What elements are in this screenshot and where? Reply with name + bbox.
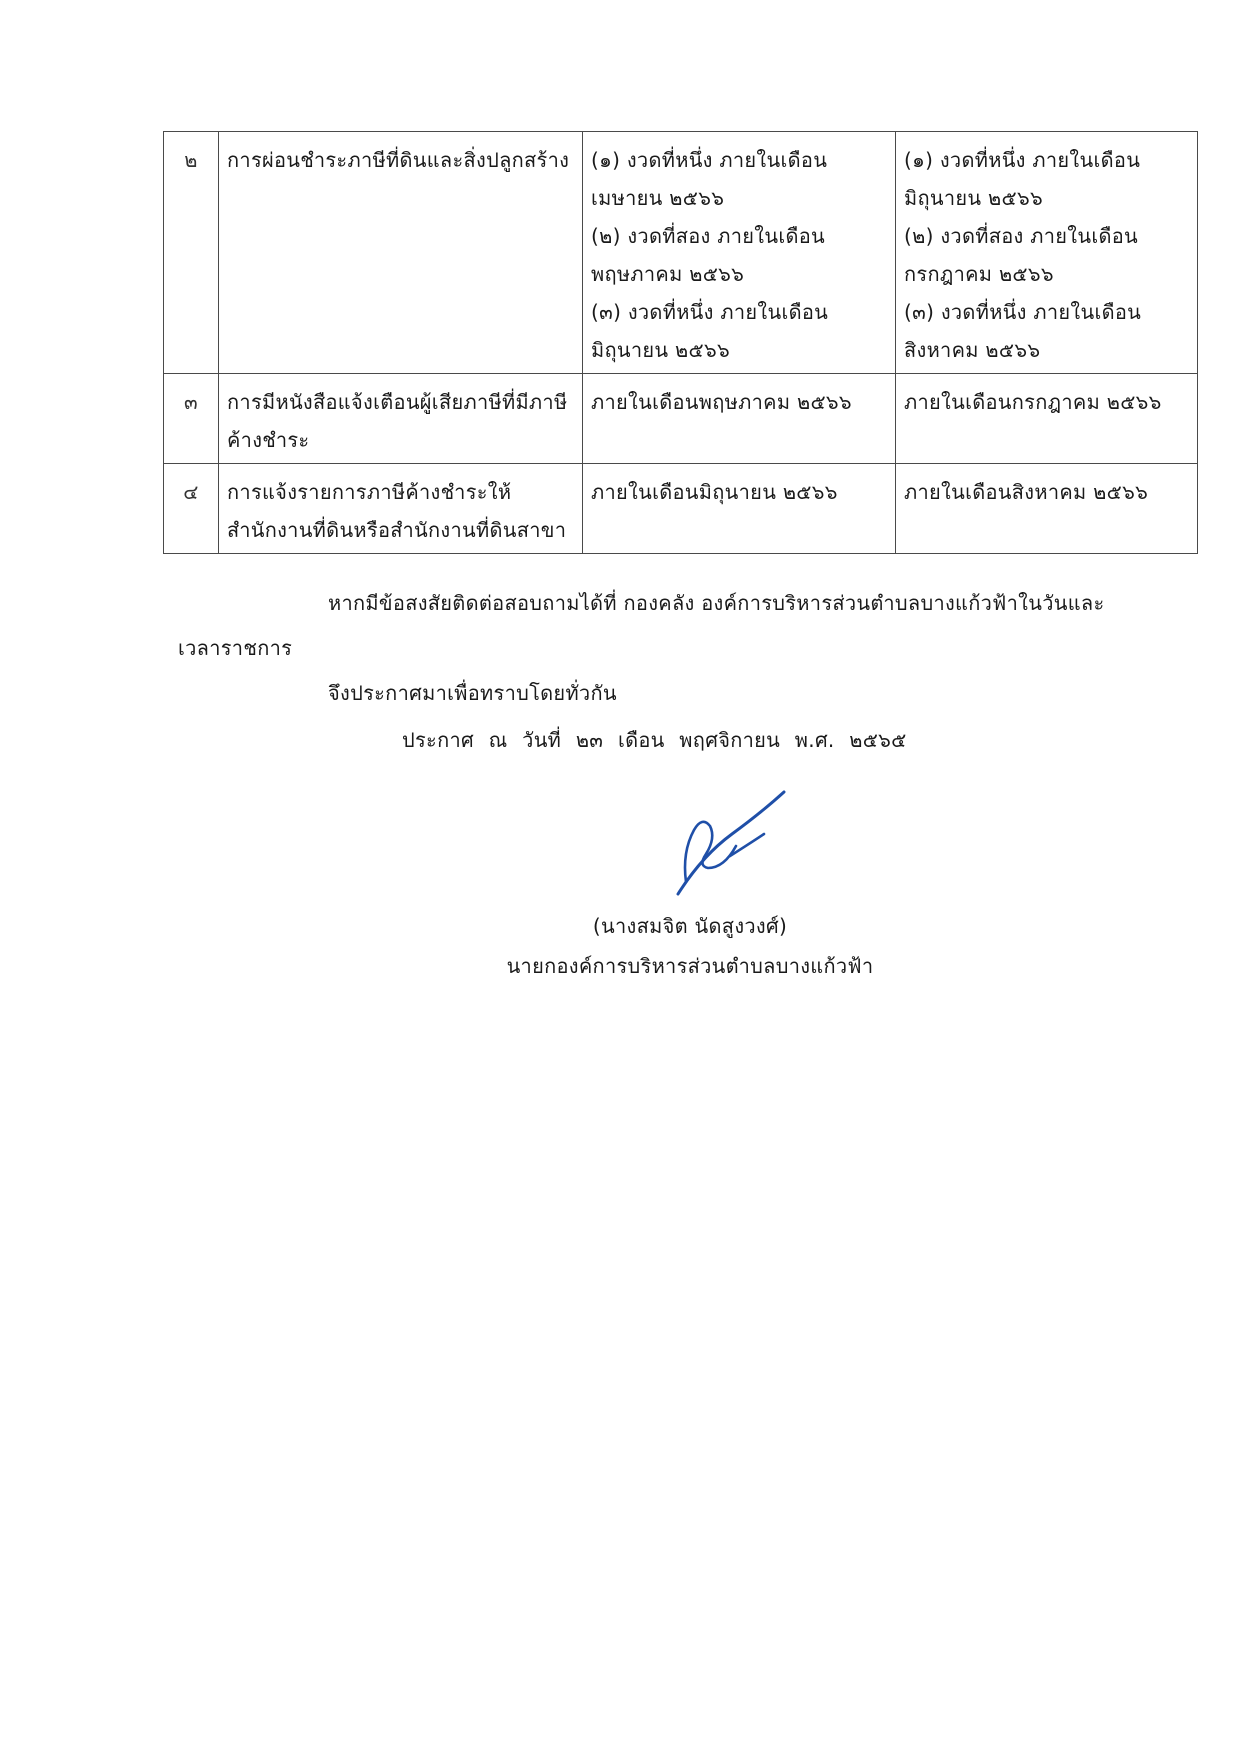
schedule-original: (๑) งวดที่หนึ่ง ภายในเดือน เมษายน ๒๕๖๖ (๒) งวดที่สอง ภายในเดือน พฤษภาคม ๒๕๖๖ (๓) งวดที่หนึ่ง ภายในเดือน มิถุนายน ๒๕๖๖ [583,132,896,374]
schedule-original: ภายในเดือนพฤษภาคม ๒๕๖๖ [583,374,896,464]
contact-paragraph: หากมีข้อสงสัยติดต่อสอบถามได้ที่ กองคลัง องค์การบริหารส่วนตำบลบางแก้วฟ้าในวันและ [328,591,1105,615]
row-number: ๔ [164,464,219,554]
closing-statement: จึงประกาศมาเพื่อทราบโดยทั่วกัน [328,681,617,705]
schedule-original: ภายในเดือนมิถุนายน ๒๕๖๖ [583,464,896,554]
tax-schedule-table [163,131,1198,554]
item-description: การผ่อนชำระภาษีที่ดินและสิ่งปลูกสร้าง [219,132,583,374]
row-number: ๓ [164,374,219,464]
row-number: ๒ [164,132,219,374]
schedule-extended: (๑) งวดที่หนึ่ง ภายในเดือน มิถุนายน ๒๕๖๖ (๒) งวดที่สอง ภายในเดือน กรกฎาคม ๒๕๖๖ (๓) งวดที่หนึ่ง ภายในเดือน สิงหาคม ๒๕๖๖ [896,132,1198,374]
contact-paragraph-continuation: เวลาราชการ [178,636,293,660]
item-description: การแจ้งรายการภาษีค้างชำระให้ สำนักงานที่ดินหรือสำนักงานที่ดินสาขา [219,464,583,554]
signature-icon [672,786,792,906]
table-row [164,374,1198,464]
signatory-position: นายกองค์การบริหารส่วนตำบลบางแก้วฟ้า [506,954,874,978]
signatory-name: (นางสมจิต นัดสูงวงศ์) [592,914,788,938]
schedule-extended: ภายในเดือนสิงหาคม ๒๕๖๖ [896,464,1198,554]
item-description: การมีหนังสือแจ้งเตือนผู้เสียภาษีที่มีภาษี ค้างชำระ [219,374,583,464]
table-row [164,464,1198,554]
schedule-extended: ภายในเดือนกรกฎาคม ๒๕๖๖ [896,374,1198,464]
announcement-date: ประกาศ ณ วันที่ ๒๓ เดือน พฤศจิกายน พ.ศ. ๒๕๖๕ [402,728,907,752]
table-row [164,132,1198,374]
